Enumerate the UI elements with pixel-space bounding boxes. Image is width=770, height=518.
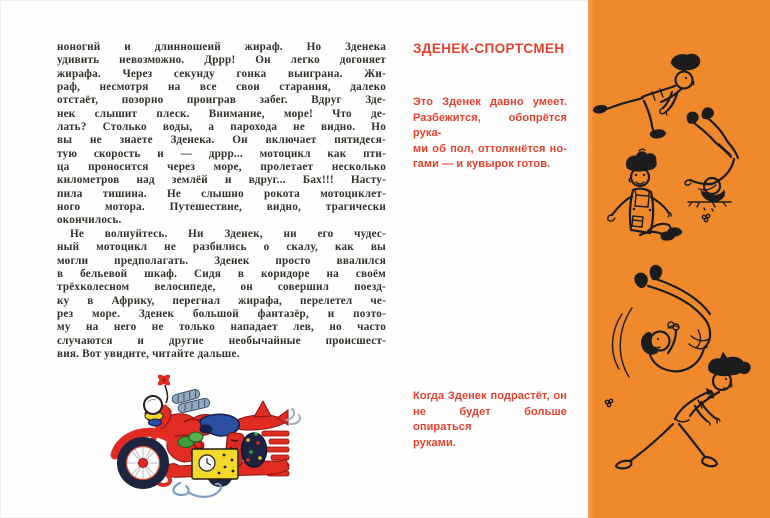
text-line: окончилось. bbox=[57, 214, 122, 227]
text-line: ноногий и длинношеий жираф. Но Зденека bbox=[57, 41, 386, 53]
text-line: тую скорость и — дррр... мотоцикл как пти- bbox=[57, 147, 386, 160]
text-line: вы не знаете Зденека. Он включает пятидеся- bbox=[57, 134, 386, 147]
text-line: лать? Столько воды, а парохода не видно. Но bbox=[57, 121, 386, 134]
text-line: в бельевой шкаф. Сидя в коридоре на своём bbox=[57, 267, 386, 280]
figure-running-boy bbox=[593, 54, 700, 138]
text-line: гами — и кувырок готов. bbox=[413, 158, 551, 170]
text-line: случаются и другие необычайные происшест- bbox=[57, 334, 386, 347]
figure-sitting-boy bbox=[608, 149, 682, 240]
text-line: ми об пол, оттолкнётся но- bbox=[413, 142, 567, 155]
caption-bottom bbox=[413, 389, 567, 451]
story-text bbox=[57, 41, 386, 361]
page-title: ЗДЕНЕК-СПОРТСМЕН bbox=[413, 41, 565, 56]
caption-top bbox=[413, 95, 567, 173]
text-line: раф, несмотря на все свои старания, далеко bbox=[57, 81, 386, 94]
text-line: Когда Зденек подрастёт, он bbox=[413, 390, 567, 402]
text-line: пила тишина. Не слышно рокота мотоциклет- bbox=[57, 187, 386, 200]
flower-marks bbox=[605, 214, 709, 406]
headlight bbox=[144, 396, 163, 426]
text-line: руками. bbox=[413, 436, 456, 449]
text-line: удивить невозможно. Дррр! Он легко догоняет bbox=[57, 54, 386, 67]
text-line: не будет больше опираться bbox=[413, 405, 567, 433]
text-line: рез море. Зденек большой фантазёр, и поэто- bbox=[57, 307, 386, 320]
figure-handstand-boy bbox=[685, 107, 738, 211]
text-line: нек слышит плеск. Внимание, море! Что де- bbox=[57, 107, 386, 120]
text-line: могли предполагать. Зденек просто ввалился bbox=[57, 254, 386, 267]
text-line: Не волнуйтесь. Ни Зденек, ни его чудес- bbox=[70, 227, 386, 240]
text-line: километров над землёй и вдруг... Бах!!! Насту- bbox=[57, 174, 386, 187]
text-line: Это Зденек давно умеет. bbox=[413, 96, 567, 108]
text-line: Разбежится, обопрётся рука- bbox=[413, 111, 567, 139]
text-line: вия. Вот увидите, читайте дальше. bbox=[57, 347, 240, 360]
text-line: ку в Африку, перегнал жирафа, перелетел че- bbox=[57, 294, 386, 307]
text-line: ный мотоцикл не разбились о скалу, как вы bbox=[57, 241, 386, 254]
text-line: жирафа. Через секунду гонка выиграна. Жи- bbox=[57, 67, 386, 80]
illustration-panel bbox=[588, 0, 770, 518]
text-line: ного мотора. Путешествие, видно, трагически bbox=[57, 201, 386, 214]
text-line: ца проносится через море, пролетает несколько bbox=[57, 161, 386, 174]
handlebar-grips bbox=[171, 389, 210, 414]
front-wheel bbox=[117, 437, 169, 489]
figure-somersault-boy bbox=[613, 265, 711, 377]
story-paragraph-2 bbox=[57, 228, 386, 361]
story-paragraph-1 bbox=[57, 41, 386, 228]
text-line: трёхколесном велосипеде, он совершил поезд- bbox=[57, 281, 386, 294]
motorcycle-illustration bbox=[96, 370, 306, 510]
rocket-tail bbox=[230, 401, 300, 430]
text-line: му на него не только нападает лев, но часто bbox=[57, 321, 386, 334]
tumbling-sequence-illustration bbox=[588, 0, 770, 518]
text-line: отстаёт, позорно проиграв забег. Вдруг Зде- bbox=[57, 94, 386, 107]
